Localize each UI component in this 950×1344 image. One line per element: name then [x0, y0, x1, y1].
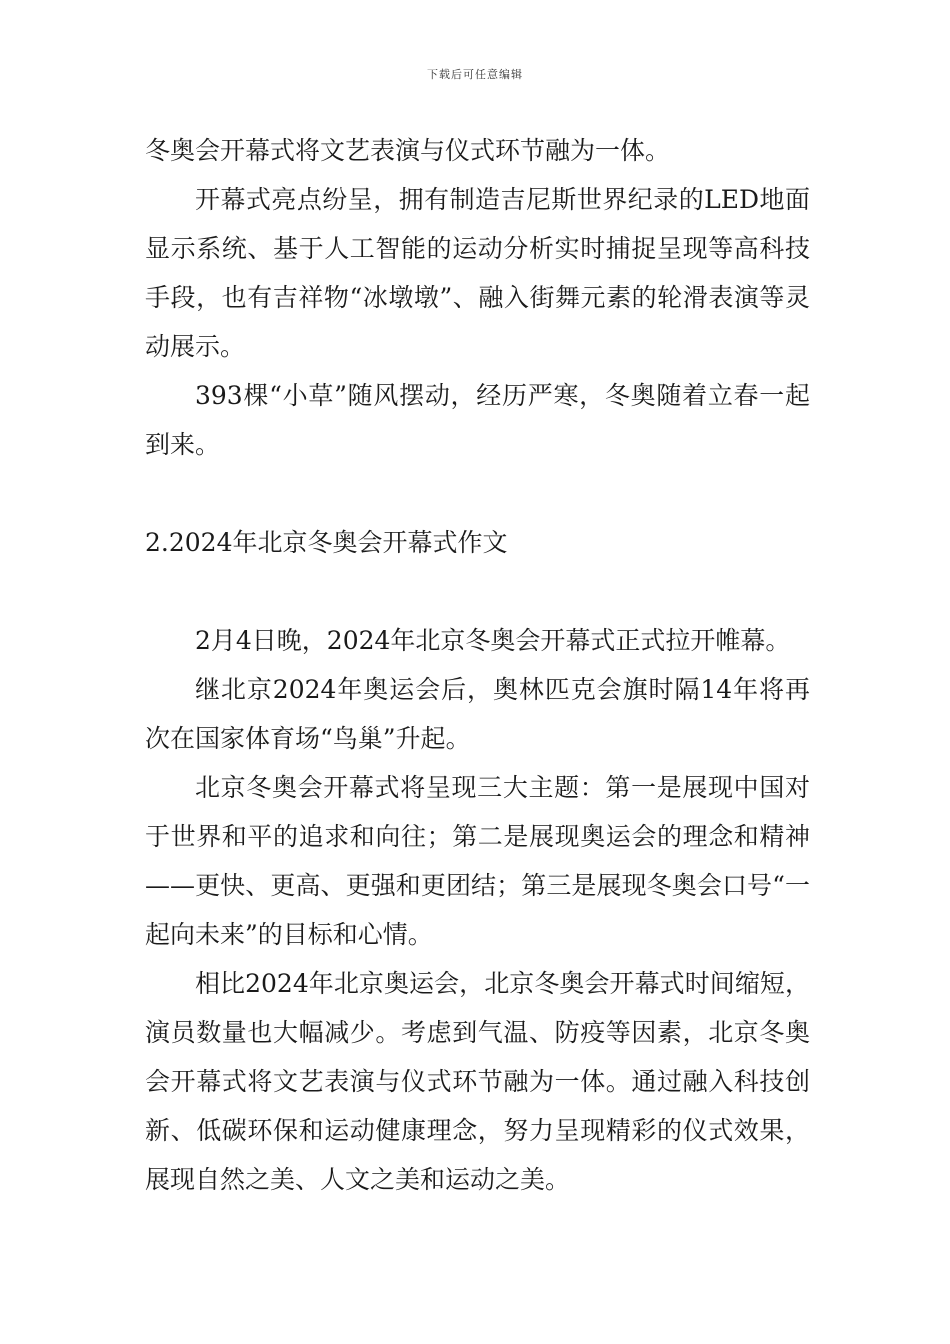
section-heading: 2.2024年北京冬奥会开幕式作文 — [145, 528, 508, 557]
paragraph-highlights: 开幕式亮点纷呈，拥有制造吉尼斯世界纪录的LED地面显示系统、基于人工智能的运动分析实时捕捉呈现等高科技手段，也有吉祥物“冰墩墩”、融入街舞元素的轮滑表演等灵动展示。 — [145, 185, 810, 361]
document-body — [145, 126, 810, 1204]
spacer — [145, 469, 810, 518]
paragraph-comparison: 相比2024年北京奥运会，北京冬奥会开幕式时间缩短，演员数量也大幅减少。考虑到气温、防疫等因素，北京冬奥会开幕式将文艺表演与仪式环节融为一体。通过融入科技创新、低碳环保和运动健康理念，努力呈现精彩的仪式效果，展现自然之美、人文之美和运动之美。 — [145, 969, 810, 1194]
paragraph-themes: 北京冬奥会开幕式将呈现三大主题：第一是展现中国对于世界和平的追求和向往；第二是展现奥运会的理念和精神——更快、更高、更强和更团结；第三是展现冬奥会口号“一起向未来”的目标和心情。 — [145, 773, 810, 949]
paragraph-grass: 393棵“小草”随风摆动，经历严寒，冬奥随着立春一起到来。 — [145, 381, 810, 459]
paragraph-opening: 2月4日晚，2024年北京冬奥会开幕式正式拉开帷幕。 — [195, 626, 791, 655]
spacer — [145, 567, 810, 616]
page-header: 下载后可任意编辑 — [427, 68, 523, 81]
paragraph-flag: 继北京2024年奥运会后，奥林匹克会旗时隔14年将再次在国家体育场“鸟巢”升起。 — [145, 675, 810, 753]
paragraph-continuation: 冬奥会开幕式将文艺表演与仪式环节融为一体。 — [145, 136, 671, 165]
